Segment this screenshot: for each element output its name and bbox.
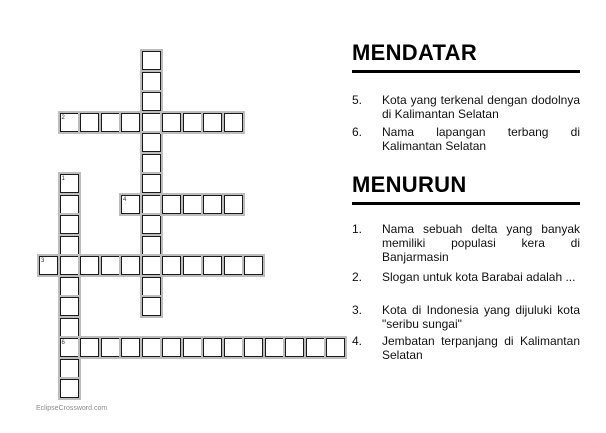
cell-number: 1 [61,176,65,182]
grid-cell[interactable] [60,359,79,378]
cell-number: 6 [61,340,65,346]
grid-cell[interactable] [244,256,263,275]
grid-cell[interactable] [60,215,79,234]
grid-cell[interactable] [162,338,181,357]
clue-text: Nama sebuah delta yang banyak memiliki populasi kera di Banjarmasin [382,222,580,264]
grid-cell[interactable] [80,338,99,357]
cell-number: 3 [41,258,45,264]
grid-cell[interactable] [80,113,99,132]
clue-text: Kota yang terkenal dengan dodolnya di Kalimantan Selatan [382,93,580,121]
grid-cell[interactable] [60,318,79,337]
clue-number: 4. [352,334,363,348]
across-clue-6 [352,125,580,153]
clue-text: Jembatan terpanjang di Kalimantan Selatan [382,334,580,362]
grid-cell[interactable] [142,215,161,234]
grid-cell[interactable] [142,154,161,173]
grid-cell[interactable] [183,256,202,275]
grid-cell[interactable] [142,92,161,111]
grid-cell[interactable] [60,195,79,214]
grid-cell[interactable] [142,256,161,275]
grid-cell[interactable] [203,256,222,275]
clue-number: 6. [352,125,363,139]
grid-cell[interactable] [142,236,161,255]
grid-cell[interactable] [60,277,79,296]
grid-cell[interactable] [326,338,345,357]
grid-cell[interactable] [142,338,161,357]
down-clue-1 [352,222,580,264]
clue-text: Nama lapangan terbang di Kalimantan Selatan [382,125,580,153]
grid-cell[interactable] [224,256,243,275]
grid-cell[interactable] [183,195,202,214]
clue-text: Slogan untuk kota Barabai adalah ... [382,270,576,284]
grid-cell[interactable] [142,133,161,152]
clue-number: 5. [352,93,363,107]
clue-number: 2. [352,270,363,284]
grid-cell[interactable] [101,338,120,357]
down-clue-4 [352,334,580,362]
across-heading-rule [352,70,580,73]
down-heading-rule [352,202,580,205]
grid-cell[interactable] [60,256,79,275]
grid-cell[interactable] [142,297,161,316]
grid-cell[interactable] [60,379,79,398]
cell-number: 4 [123,196,127,203]
grid-cell[interactable] [121,113,140,132]
clue-text: Kota di Indonesia yang dijuluki kota "seribu sungai" [382,303,580,331]
down-heading: MENURUN [352,172,467,197]
grid-cell[interactable] [80,256,99,275]
grid-cell[interactable] [203,338,222,357]
grid-cell[interactable] [142,113,161,132]
clue-number: 1. [352,222,363,236]
grid-cell[interactable] [306,338,325,357]
watermark-text: EclipseCrossword.com [36,405,108,412]
grid-cell[interactable] [224,195,243,214]
grid-cell[interactable] [142,72,161,91]
clue-number: 3. [352,303,363,317]
grid-cell[interactable] [121,338,140,357]
grid-cell[interactable] [244,338,263,357]
grid-cell[interactable] [121,256,140,275]
grid-cell[interactable] [183,338,202,357]
grid-cell[interactable] [142,51,161,70]
cell-number: 2 [61,114,65,121]
grid-cell[interactable] [265,338,284,357]
grid-cell[interactable] [285,338,304,357]
grid-cell[interactable] [162,113,181,132]
grid-cell[interactable] [60,297,79,316]
grid-cell[interactable] [142,277,161,296]
across-heading: MENDATAR [352,40,478,65]
grid-cell[interactable] [162,256,181,275]
grid-cell[interactable] [203,113,222,132]
grid-cell[interactable] [224,338,243,357]
grid-cell[interactable] [101,113,120,132]
grid-cell[interactable] [162,195,181,214]
grid-cell[interactable] [142,195,161,214]
grid-cell[interactable] [183,113,202,132]
down-clue-2 [352,270,580,284]
across-clue-5 [352,93,580,121]
grid-cell[interactable] [60,236,79,255]
grid-cell[interactable] [142,174,161,193]
grid-cell[interactable] [224,113,243,132]
down-clue-3 [352,303,580,331]
grid-cell[interactable] [101,256,120,275]
grid-cell[interactable] [203,195,222,214]
